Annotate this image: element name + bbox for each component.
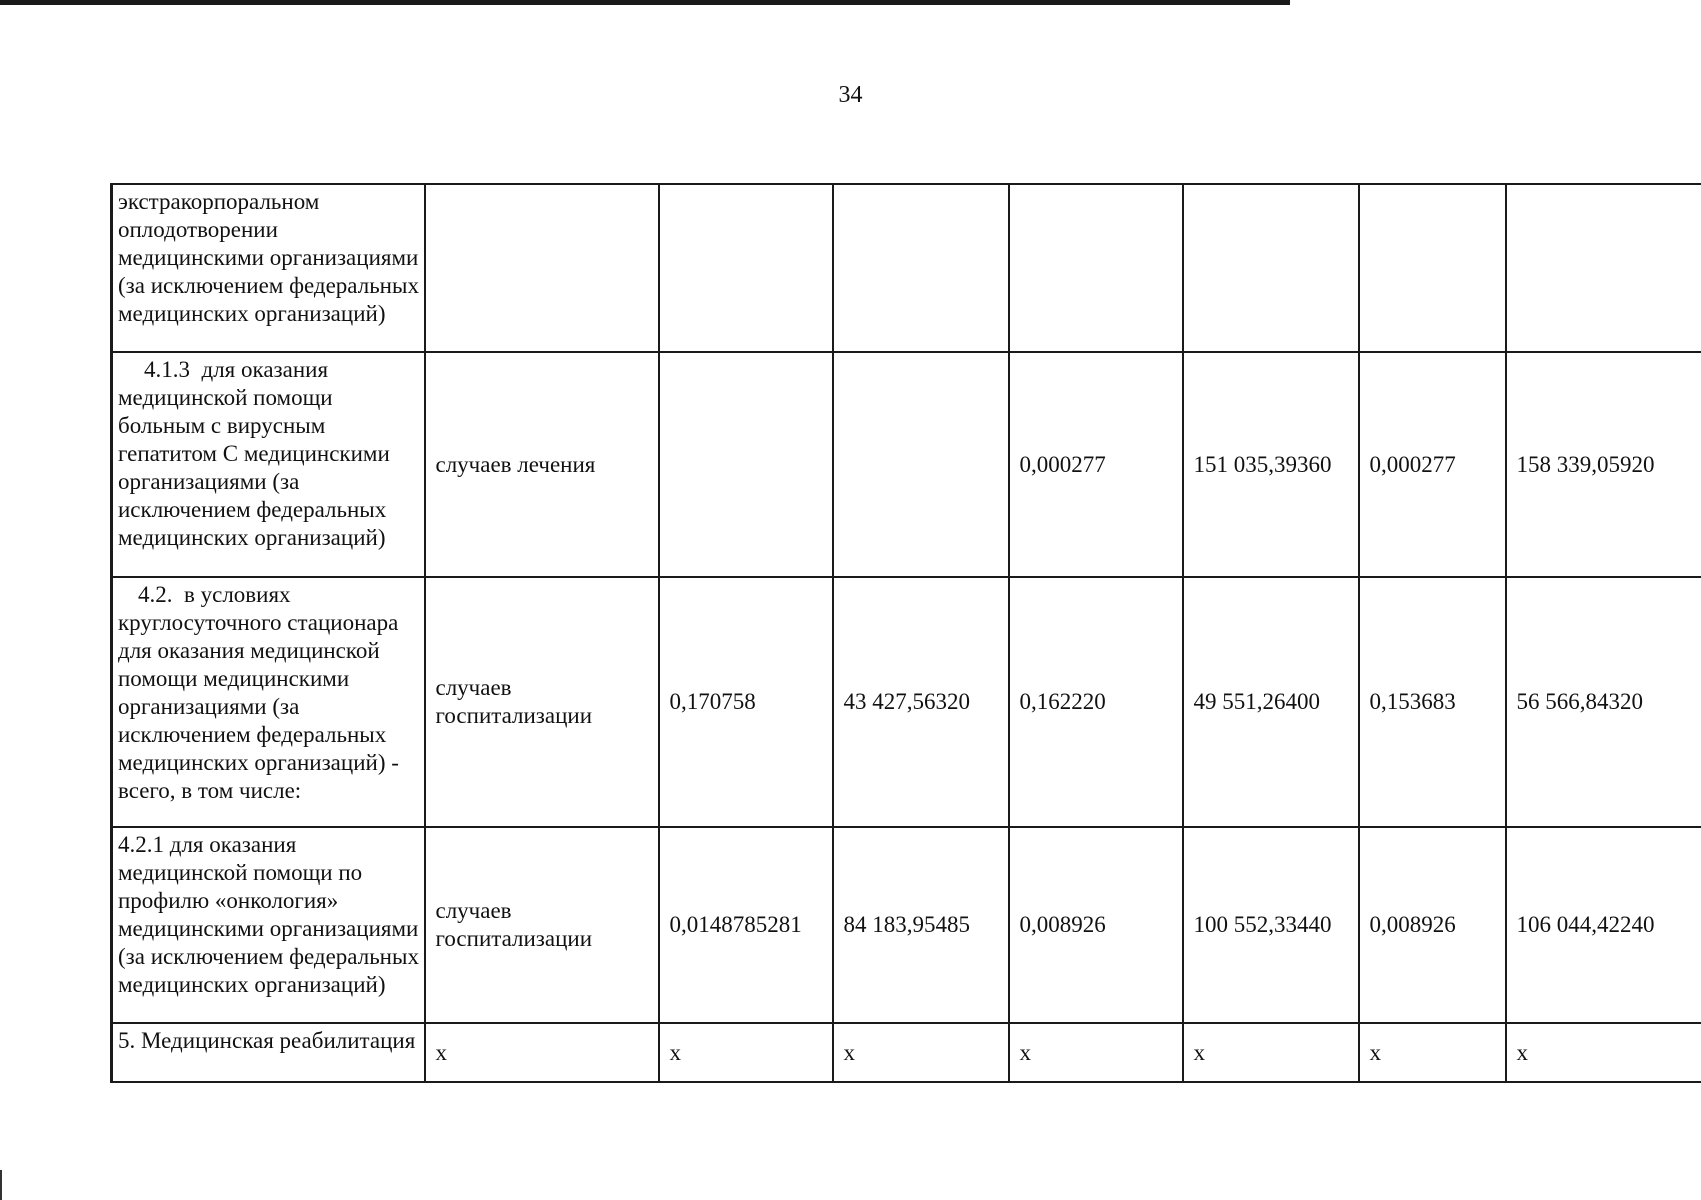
value-cell: 100 552,33440: [1183, 827, 1359, 1023]
value-cell: 84 183,95485: [833, 827, 1009, 1023]
value-cell: 0,153683: [1359, 577, 1506, 827]
row-name-cell: [112, 827, 425, 1023]
row-name-cell: [112, 184, 425, 352]
value-cell: 158 339,05920: [1506, 352, 1701, 577]
value-cell: [1506, 184, 1701, 352]
table-row: [112, 827, 1701, 1023]
value-cell: [659, 184, 833, 352]
table-row: [112, 577, 1701, 827]
row-name: 5. Медицинская реабилитация: [118, 1028, 416, 1053]
value-cell: 106 044,42240: [1506, 827, 1701, 1023]
value-cell: х: [1359, 1023, 1506, 1082]
value-cell: [833, 184, 1009, 352]
row-name-cell: [112, 577, 425, 827]
unit-cell: случаев госпитализации: [425, 577, 659, 827]
value-cell: 0,0148785281: [659, 827, 833, 1023]
row-number: 4.1.3: [144, 357, 190, 382]
table-row: [112, 352, 1701, 577]
scan-edge-mark: [0, 1170, 2, 1200]
value-cell: 0,008926: [1009, 827, 1183, 1023]
value-cell: 56 566,84320: [1506, 577, 1701, 827]
unit-cell: случаев лечения: [425, 352, 659, 577]
value-cell: 151 035,39360: [1183, 352, 1359, 577]
row-name: экстракорпоральном оплодотворении медицинскими организациями (за исключением федеральных медицинских организаций): [118, 189, 419, 326]
value-cell: х: [1009, 1023, 1183, 1082]
value-cell: 0,000277: [1359, 352, 1506, 577]
row-name-cell: [112, 352, 425, 577]
value-cell: х: [1183, 1023, 1359, 1082]
row-name: для оказания медицинской помощи больным с вирусным гепатитом С медицинскими организациями (за исключением федеральных медицинских организаций): [118, 357, 390, 550]
value-cell: [1009, 184, 1183, 352]
row-name: в условиях круглосуточного стационара для оказания медицинской помощи медицинскими организациями (за исключением федеральных медицинских организаций) - всего, в том числе:: [118, 582, 399, 803]
value-cell: 0,162220: [1009, 577, 1183, 827]
value-cell: х: [659, 1023, 833, 1082]
value-cell: [833, 352, 1009, 577]
value-cell: [1359, 184, 1506, 352]
value-cell: 0,000277: [1009, 352, 1183, 577]
value-cell: 0,008926: [1359, 827, 1506, 1023]
table-row: [112, 1023, 1701, 1082]
value-cell: х: [833, 1023, 1009, 1082]
row-number: 4.2.: [138, 582, 173, 607]
value-cell: 49 551,26400: [1183, 577, 1359, 827]
unit-cell: х: [425, 1023, 659, 1082]
data-table: [110, 183, 1701, 1083]
row-name-cell: [112, 1023, 425, 1082]
top-border-rule: [0, 0, 1290, 5]
value-cell: 43 427,56320: [833, 577, 1009, 827]
unit-cell: случаев госпитализации: [425, 827, 659, 1023]
value-cell: 0,170758: [659, 577, 833, 827]
value-cell: х: [1506, 1023, 1701, 1082]
page-number: 34: [838, 82, 863, 108]
unit-cell: [425, 184, 659, 352]
value-cell: [659, 352, 833, 577]
value-cell: [1183, 184, 1359, 352]
table-row: [112, 184, 1701, 352]
row-name: 4.2.1 для оказания медицинской помощи по профилю «онкология» медицинскими организациями (за исключением федеральных медицинских организаций): [118, 832, 419, 997]
